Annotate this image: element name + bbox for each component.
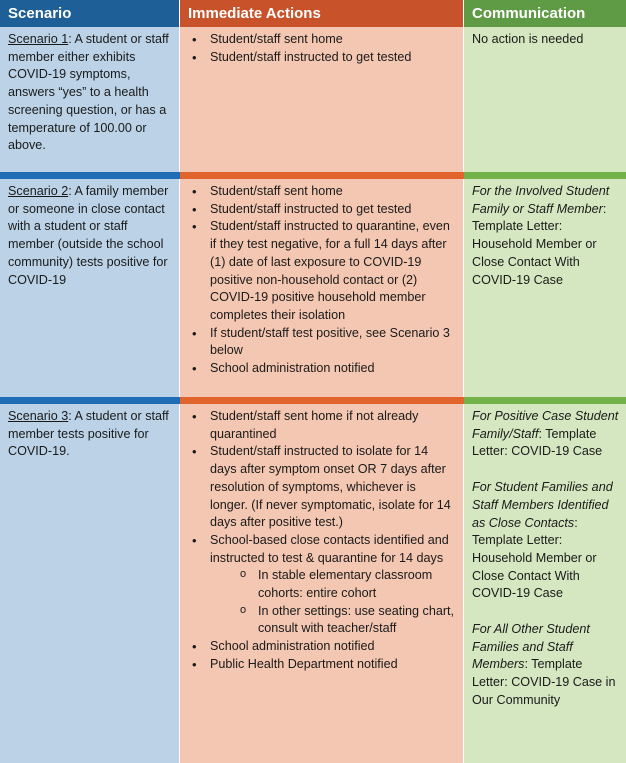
action-item: • Student/staff instructed to quarantine, even if they test negative, for a full 14 days after (1) date of last exposure to COVID-19 positive non-household contact or (2) COVID-19 positive household member completes their isolation <box>187 218 457 324</box>
action-item: • Student/staff instructed to get tested <box>187 201 457 219</box>
communication-text: : Template Letter: COVID-19 Case in Our Community <box>472 657 616 707</box>
scenario-1-text: : A student or staff member either exhibits COVID-19 symptoms, answers “yes” to a health screening question, or has a temperature of 100.00 or above. <box>8 32 169 153</box>
scenario-1-cell <box>0 27 180 172</box>
communication-heading: For Positive Case Student Family/Staff <box>472 409 619 441</box>
scenario-3-action-list <box>187 408 457 567</box>
scenario-1-action-list <box>187 31 457 66</box>
row-divider <box>0 397 180 404</box>
communication-block <box>472 479 620 603</box>
action-item: • Student/staff sent home <box>187 183 457 201</box>
scenario-3-text: : A student or staff member tests positive for COVID-19. <box>8 409 169 459</box>
action-item: • School administration notified <box>187 638 457 656</box>
header-immediate-actions: Immediate Actions <box>180 0 464 27</box>
paragraph-spacer <box>472 603 620 621</box>
scenario-3-communication-cell <box>464 404 626 763</box>
action-item: • If student/staff test positive, see Scenario 3 below <box>187 325 457 360</box>
scenario-2-label: Scenario 2 <box>8 184 69 198</box>
communication-text: : Template Letter: Household Member or Close Contact With COVID-19 Case <box>472 515 597 601</box>
row-divider <box>0 172 180 179</box>
communication-heading: For All Other Student Families and Staff Members <box>472 622 590 672</box>
sub-action-item: o In other settings: use seating chart, consult with teacher/staff <box>187 603 457 638</box>
action-item: • Public Health Department notified <box>187 656 457 674</box>
communication-heading: For the Involved Student Family or Staff Member <box>472 184 610 216</box>
action-item: • School-based close contacts identified and instructed to test & quarantine for 14 days <box>187 532 457 567</box>
header-scenario: Scenario <box>0 0 180 27</box>
action-item: • Student/staff instructed to isolate for 14 days after symptom onset OR 7 days after resolution of symptoms, whichever is longer. (If never symptomatic, isolate for 14 days after positive test.) <box>187 443 457 532</box>
action-item: • Student/staff sent home <box>187 31 457 49</box>
row-divider <box>180 397 464 404</box>
scenario-3-actions-cell <box>180 404 464 763</box>
communication-text: : Template Letter: Household Member or Close Contact With COVID-19 Case <box>472 201 607 287</box>
communication-text: : Template Letter: COVID-19 Case <box>472 426 603 459</box>
row-divider <box>180 172 464 179</box>
header-communication: Communication <box>464 0 626 27</box>
action-item: • School administration notified <box>187 360 457 378</box>
action-item: • Student/staff sent home if not already quarantined <box>187 408 457 443</box>
scenario-2-cell <box>0 179 180 397</box>
scenario-2-text: : A family member or someone in close contact with a student or staff member (outside the school community) tests positive for COVID-19 <box>8 184 169 287</box>
communication-text: No action is needed <box>472 32 584 46</box>
scenario-1-actions-cell <box>180 27 464 172</box>
scenario-1-communication-cell <box>464 27 626 172</box>
communication-block <box>472 408 620 461</box>
scenario-3-sub-action-list <box>187 567 457 638</box>
scenario-3-action-list-continued <box>187 638 457 673</box>
scenario-2-actions-cell <box>180 179 464 397</box>
scenario-3-cell <box>0 404 180 763</box>
sub-action-item: o In stable elementary classroom cohorts: entire cohort <box>187 567 457 602</box>
communication-block <box>472 621 620 710</box>
scenario-3-label: Scenario 3 <box>8 409 69 423</box>
paragraph-spacer <box>472 461 620 479</box>
scenario-2-action-list <box>187 183 457 378</box>
row-divider <box>464 397 626 404</box>
row-divider <box>464 172 626 179</box>
communication-heading: For Student Families and Staff Members Identified as Close Contacts <box>472 480 613 530</box>
scenario-2-communication-cell <box>464 179 626 397</box>
action-item: • Student/staff instructed to get tested <box>187 49 457 67</box>
scenario-1-label: Scenario 1 <box>8 32 69 46</box>
